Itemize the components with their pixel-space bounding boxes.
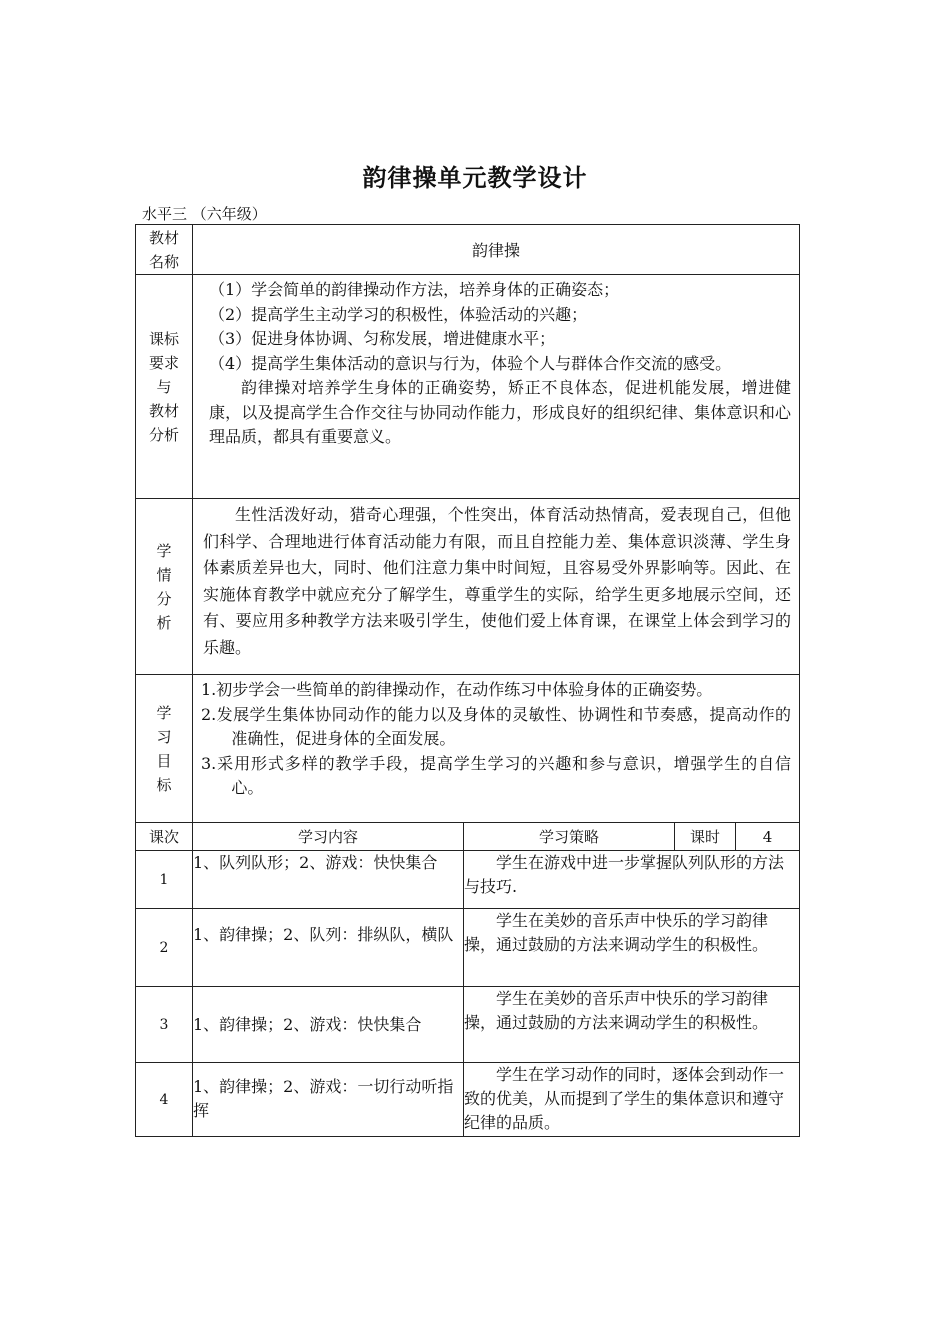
goal-item: 1.初步学会一些简单的韵律操动作，在动作练习中体验身体的正确姿势。 bbox=[201, 680, 713, 699]
material-label: 教材 名称 bbox=[136, 225, 193, 275]
lesson-content: 1、队列队形；2、游戏：快快集合 bbox=[193, 851, 464, 909]
lesson-strategy: 学生在学习动作的同时，逐体会到动作一致的优美，从而提到了学生的集体意识和遵守纪律的品质。 bbox=[464, 1063, 800, 1137]
student-analysis-row bbox=[136, 499, 800, 675]
lesson-number: 2 bbox=[136, 909, 193, 987]
lesson-content: 1、韵律操；2、游戏：一切行动听指挥 bbox=[193, 1063, 464, 1137]
lesson-number: 4 bbox=[136, 1063, 193, 1137]
requirement-item: （4）提高学生集体活动的意识与行为，体验个人与群体合作交流的感受。 bbox=[209, 353, 732, 373]
material-value: 韵律操 bbox=[193, 225, 800, 275]
goal-item: 3.采用形式多样的教学手段，提高学生学习的兴趣和参与意识，增强学生的自信心。 bbox=[201, 753, 792, 797]
lesson-content-header: 学习内容 bbox=[193, 823, 464, 851]
lesson-content: 1、韵律操；2、队列：排纵队，横队 bbox=[193, 909, 464, 987]
lesson-number: 3 bbox=[136, 987, 193, 1063]
goals-content bbox=[193, 675, 800, 823]
requirements-content bbox=[193, 275, 800, 499]
material-row bbox=[136, 225, 800, 275]
page-title: 韵律操单元教学设计 bbox=[362, 164, 588, 192]
lesson-number: 1 bbox=[136, 851, 193, 909]
lesson-content: 1、韵律操；2、游戏：快快集合 bbox=[193, 987, 464, 1063]
lesson-number-header: 课次 bbox=[136, 823, 193, 851]
lesson-hours-label: 课时 bbox=[675, 823, 736, 851]
requirements-row bbox=[136, 275, 800, 499]
requirements-label: 课标 要求 与 教材 分析 bbox=[136, 275, 193, 499]
lesson-row bbox=[136, 1063, 800, 1137]
student-analysis-content bbox=[193, 499, 800, 675]
requirement-item: （3）促进身体协调、匀称发展，增进健康水平； bbox=[209, 329, 556, 348]
goal-item: 2.发展学生集体协同动作的能力以及身体的灵敏性、协调性和节奏感，提高动作的准确性，促进身体的全面发展。 bbox=[201, 704, 792, 748]
lessons-header-row bbox=[136, 823, 800, 851]
goals-label: 学 习 目 标 bbox=[136, 675, 193, 823]
lesson-row bbox=[136, 909, 800, 987]
lesson-row bbox=[136, 851, 800, 909]
lesson-strategy: 学生在美妙的音乐声中快乐的学习韵律操，通过鼓励的方法来调动学生的积极性。 bbox=[464, 987, 800, 1063]
requirements-paragraph: 韵律操对培养学生身体的正确姿势，矫正不良体态，促进机能发展，增进健康，以及提高学生合作交往与协同动作能力，形成良好的组织纪律、集体意识和心理品质，都具有重要意义。 bbox=[209, 378, 792, 446]
requirement-item: （2）提高学生主动学习的积极性，体验活动的兴趣； bbox=[209, 304, 588, 324]
lesson-row bbox=[136, 987, 800, 1063]
student-analysis-label: 学 情 分 析 bbox=[136, 499, 193, 675]
lesson-strategy: 学生在美妙的音乐声中快乐的学习韵律操，通过鼓励的方法来调动学生的积极性。 bbox=[464, 909, 800, 987]
grade-level: 水平三 （六年级） bbox=[142, 205, 267, 223]
lesson-strategy-header: 学习策略 bbox=[464, 823, 675, 851]
lesson-hours-value: 4 bbox=[736, 823, 800, 851]
student-analysis-paragraph: 生性活泼好动，猎奇心理强，个性突出，体育活动热情高，爱表现自己，但他们科学、合理地进行体育活动能力有限，而且自控能力差、集体意识淡薄、学生身体素质差异也大，同时、他们注意力集中时间短，且容易受外界影响等。因此、在实施体育教学中就应充分了解学生，尊重学生的实际，给学生更多地展示空间，还有、要应用多种教学方法来吸引学生，使他们爱上体育课，在课堂上体会到学习的乐趣。 bbox=[203, 505, 792, 657]
unit-design-table bbox=[135, 224, 800, 1137]
goals-row bbox=[136, 675, 800, 823]
lesson-strategy: 学生在游戏中进一步掌握队列队形的方法与技巧. bbox=[464, 851, 800, 909]
requirement-item: （1）学会简单的韵律操动作方法，培养身体的正确姿态； bbox=[209, 280, 620, 299]
